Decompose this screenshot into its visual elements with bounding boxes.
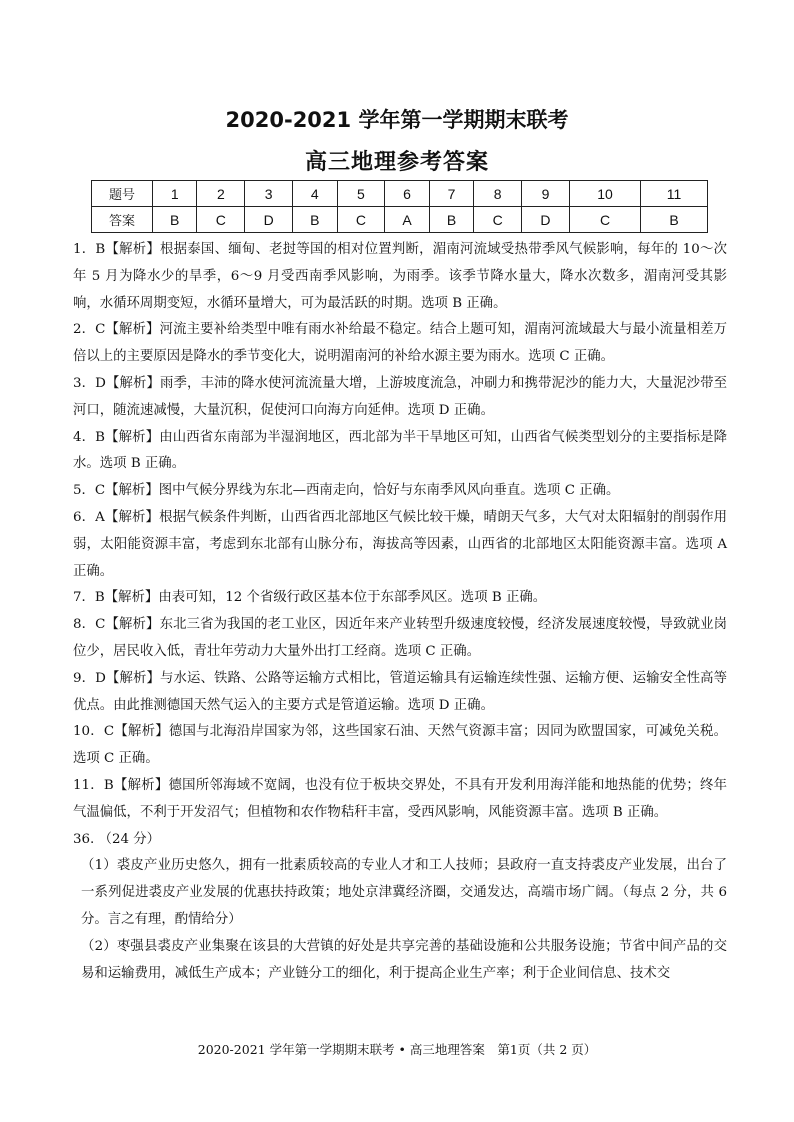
explanation-paragraph: 6．A【解析】根据气候条件判断，山西省西北部地区气候比较干燥，晴朗天气多，大气对太阳辐射的削弱作用弱，太阳能资源丰富，考虑到东北部有山脉分布，海拔高等因素，山西省的北部地区太阳能资源丰富。选项 A 正确。: [73, 509, 727, 579]
answer-cell: A: [385, 207, 429, 233]
answer-cell: C: [474, 207, 522, 233]
question-36-heading: 36. （24 分）: [73, 831, 161, 847]
answer-cell: B: [429, 207, 473, 233]
question-number-cell: 6: [385, 181, 429, 207]
page-title: 2020-2021 学年第一学期期末联考: [225, 108, 569, 132]
row-label-answer: 答案: [92, 207, 153, 233]
question-number-cell: 8: [474, 181, 522, 207]
answer-cell: C: [197, 207, 245, 233]
explanation-paragraph: 10．C【解析】德国与北海沿岸国家为邻，这些国家石油、天然气资源丰富；因同为欧盟国家，可减免关税。选项 C 正确。: [73, 724, 727, 767]
explanation-paragraph: 4．B【解析】由山西省东南部为半湿润地区，西北部为半干旱地区可知，山西省气候类型划分的主要指标是降水。选项 B 正确。: [73, 429, 727, 472]
explanation-paragraph: 5．C【解析】图中气候分界线为东北—西南走向，恰好与东南季风风向垂直。选项 C 正确。: [73, 483, 620, 499]
answer-cell: B: [293, 207, 337, 233]
answer-table-number-row: [92, 181, 708, 207]
answer-cell: C: [337, 207, 385, 233]
explanations: [73, 237, 727, 987]
question-number-cell: 4: [293, 181, 337, 207]
question-number-cell: 7: [429, 181, 473, 207]
answer-table: [91, 180, 708, 233]
answer-cell: B: [153, 207, 197, 233]
question-number-cell: 9: [522, 181, 570, 207]
question-number-cell: 2: [197, 181, 245, 207]
explanation-paragraph: 8．C【解析】东北三省为我国的老工业区，因近年来产业转型升级速度较慢，经济发展速度较慢，导致就业岗位少，居民收入低，青壮年劳动力大量外出打工经商。选项 C 正确。: [73, 617, 727, 659]
answer-36-part-2: （2）枣强县裘皮产业集聚在该县的大营镇的好处是共享完善的基础设施和公共服务设施；节省中间产品的交易和运输费用，减低生产成本；产业链分工的细化，利于提高企业生产率；利于企业间信息、技术交: [81, 938, 727, 981]
answer-cell: C: [569, 207, 640, 233]
explanation-paragraph: 1．B【解析】根据泰国、缅甸、老挝等国的相对位置判断，湄南河流域受热带季风气候影响，每年的 10～次年 5 月为降水少的旱季，6～9 月受西南季风影响，为雨季。该季节降水量大，降水次数多，湄南河受其影响，水循环周期变短，水循环量增大，可为最活跃的时期。选项 B 正确。: [73, 242, 727, 311]
question-number-cell: 1: [153, 181, 197, 207]
explanation-paragraph: 9．D【解析】与水运、铁路、公路等运输方式相比，管道运输具有运输连续性强、运输方便、运输安全性高等优点。由此推测德国天然气运入的主要方式是管道运输。选项 D 正确。: [73, 670, 727, 713]
page-subtitle: 高三地理参考答案: [304, 150, 489, 175]
answer-table-answer-row: [92, 207, 708, 233]
answer-36-part-1: （1）裘皮产业历史悠久，拥有一批素质较高的专业人才和工人技师；县政府一直支持裘皮产业发展，出台了一系列促进裘皮产业发展的优惠扶持政策；地处京津冀经济圈，交通发达，高端市场广阔。（每点 2 分，共 6 分。言之有理，酌情给分）: [81, 858, 727, 927]
explanation-paragraph: 7．B【解析】由表可知，12 个省级行政区基本位于东部季风区。选项 B 正确。: [73, 590, 547, 606]
question-number-cell: 5: [337, 181, 385, 207]
row-label-number: 题号: [92, 181, 153, 207]
question-number-cell: 3: [245, 181, 293, 207]
explanation-paragraph: 3．D【解析】雨季，丰沛的降水使河流流量大增，上游坡度流急，冲刷力和携带泥沙的能力大，大量泥沙带至河口，随流速减慢，大量沉积，促使河口向海方向延伸。选项 D 正确。: [73, 375, 727, 418]
explanation-paragraph: 11．B【解析】德国所邻海域不宽阔，也没有位于板块交界处，不具有开发利用海洋能和地热能的优势；终年气温偏低，不利于开发沼气；但植物和农作物秸秆丰富，受西风影响，风能资源丰富。选项 B 正确。: [73, 777, 727, 820]
answer-cell: B: [641, 207, 708, 233]
question-number-cell: 11: [641, 181, 708, 207]
answer-cell: D: [245, 207, 293, 233]
question-number-cell: 10: [569, 181, 640, 207]
explanation-paragraph: 2．C【解析】河流主要补给类型中唯有雨水补给最不稳定。结合上题可知，湄南河流域最大与最小流量相差万倍以上的主要原因是降水的季节变化大，说明湄南河的补给水源主要为雨水。选项 C 正确。: [73, 322, 727, 365]
page-footer: 2020-2021 学年第一学期期末联考 • 高三地理答案 第1页（共 2 页）: [197, 1042, 597, 1057]
answer-cell: D: [522, 207, 570, 233]
